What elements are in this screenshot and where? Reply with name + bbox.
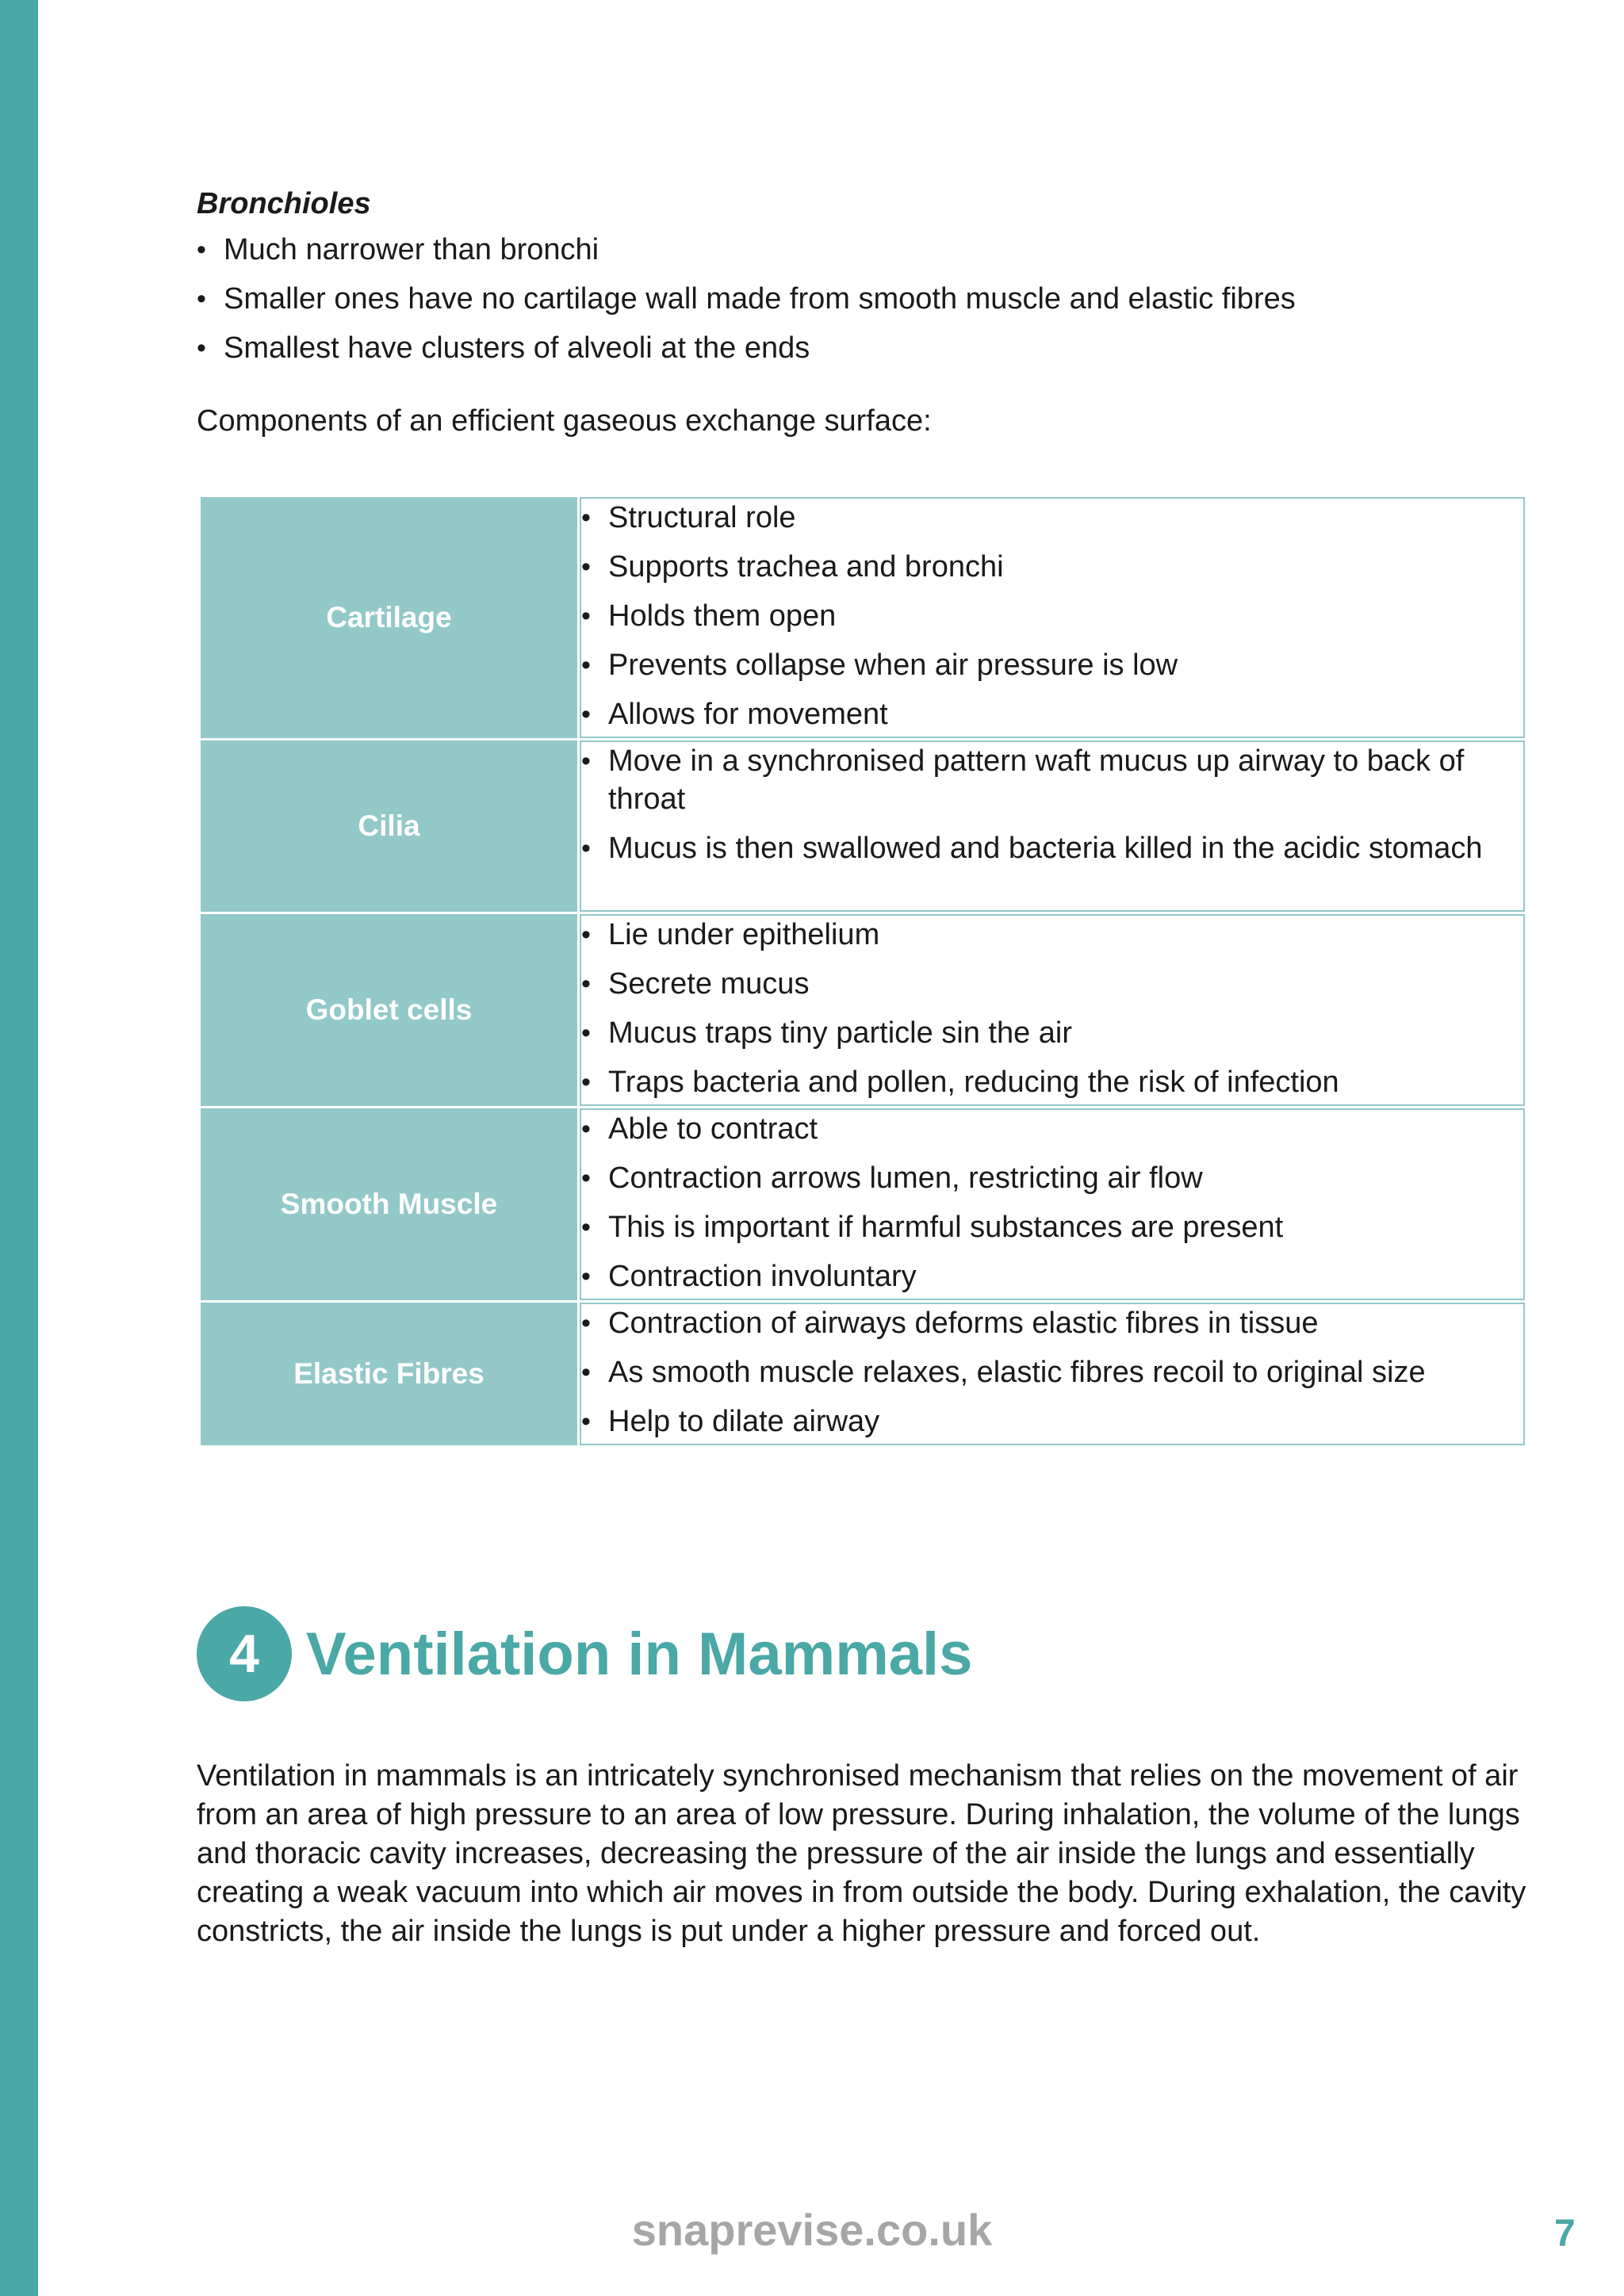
list-item: • Supports trachea and bronchi: [581, 548, 1523, 586]
component-description: [580, 740, 1525, 912]
component-description: [580, 1108, 1525, 1300]
table-row: [201, 1303, 1525, 1445]
section-number-badge: 4: [197, 1606, 292, 1701]
list-item: • Prevents collapse when air pressure is low: [581, 646, 1523, 684]
table-row: [201, 914, 1525, 1106]
components-intro: Components of an efficient gaseous exchange surface:: [197, 404, 932, 438]
list-item: • Mucus is then swallowed and bacteria killed in the acidic stomach: [581, 829, 1523, 867]
list-item: • Able to contract: [581, 1110, 1523, 1148]
component-term: Elastic Fibres: [201, 1303, 577, 1445]
list-item: • Smallest have clusters of alveoli at the ends: [197, 330, 1296, 366]
component-term: Cilia: [201, 740, 577, 912]
section-body: Ventilation in mammals is an intricately synchronised mechanism that relies on the movement of air from an area of high pressure to an area of low pressure. During inhalation, the volume of the lungs and thoracic cavity increases, decreasing the pressure of the air inside the lungs and essentially creating a weak vacuum into which air moves in from outside the body. During exhalation, the cavity constricts, the air inside the lungs is put under a higher pressure and forced out.: [197, 1759, 1526, 1948]
table-row: [201, 1108, 1525, 1300]
component-term: Smooth Muscle: [201, 1108, 577, 1300]
list-item: • Structural role: [581, 499, 1523, 537]
component-description: [580, 914, 1525, 1106]
components-table: [198, 495, 1527, 1448]
list-item: • Contraction of airways deforms elastic fibres in tissue: [581, 1304, 1523, 1342]
bronchioles-list: [197, 232, 1296, 379]
left-accent-bar: [0, 0, 38, 2296]
list-item: • Lie under epithelium: [581, 916, 1523, 954]
component-description: [580, 1303, 1525, 1445]
list-item: • Secrete mucus: [581, 965, 1523, 1003]
list-item: • Move in a synchronised pattern waft mucus up airway to back of throat: [581, 742, 1523, 818]
list-item: • Contraction involuntary: [581, 1257, 1523, 1295]
component-term: Cartilage: [201, 497, 577, 738]
list-item: • This is important if harmful substances are present: [581, 1208, 1523, 1246]
list-item: • Help to dilate airway: [581, 1402, 1523, 1441]
list-item: • Traps bacteria and pollen, reducing the risk of infection: [581, 1063, 1523, 1101]
list-item: • Contraction arrows lumen, restricting air flow: [581, 1159, 1523, 1197]
component-description: [580, 497, 1525, 738]
table-row: [201, 740, 1525, 912]
section-title: Ventilation in Mammals: [306, 1620, 973, 1688]
bronchioles-heading: Bronchioles: [197, 187, 371, 220]
list-item: • Smaller ones have no cartilage wall made from smooth muscle and elastic fibres: [197, 281, 1296, 317]
section-heading: [197, 1606, 972, 1701]
list-item: • As smooth muscle relaxes, elastic fibres recoil to original size: [581, 1353, 1523, 1391]
list-item: • Holds them open: [581, 597, 1523, 635]
footer-site-link[interactable]: snaprevise.co.uk: [631, 2205, 993, 2255]
table-row: [201, 497, 1525, 738]
list-item: • Mucus traps tiny particle sin the air: [581, 1014, 1523, 1052]
list-item: • Allows for movement: [581, 695, 1523, 733]
page-number: 7: [1554, 2213, 1576, 2255]
component-term: Goblet cells: [201, 914, 577, 1106]
list-item: • Much narrower than bronchi: [197, 232, 1296, 268]
